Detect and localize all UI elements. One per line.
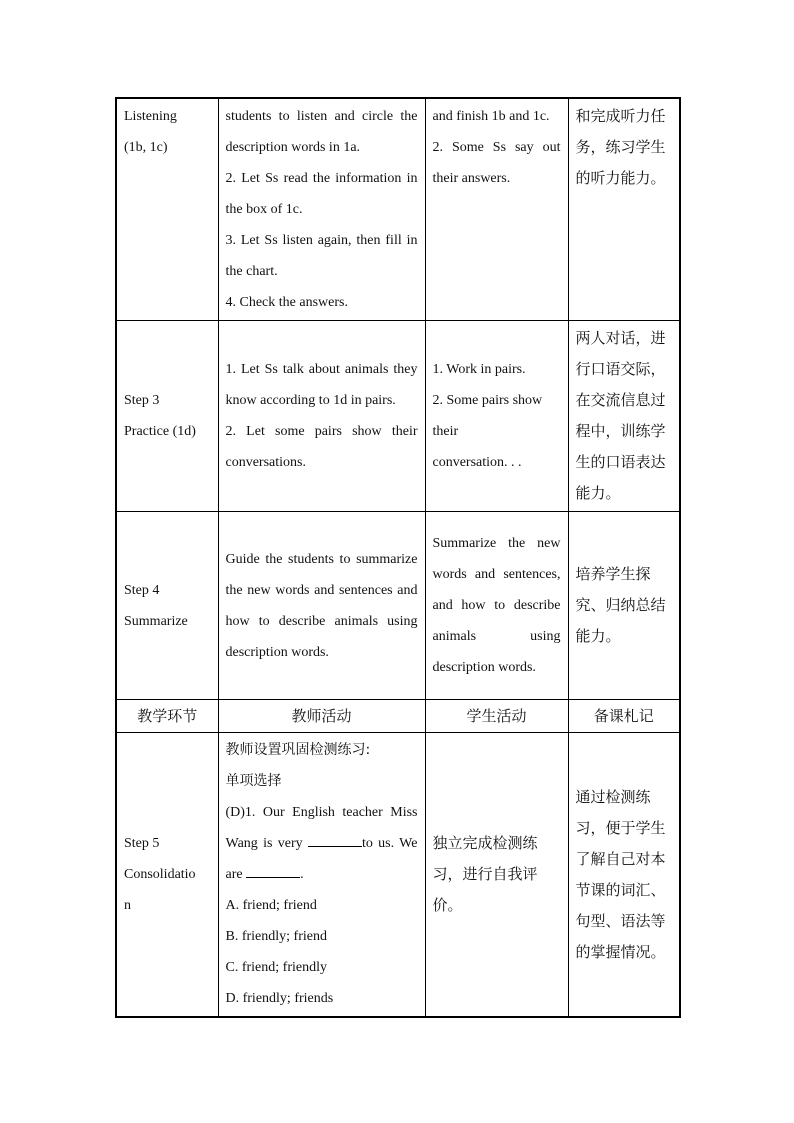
- answer-blank: [308, 832, 362, 847]
- header-stage: 教学环节: [116, 700, 218, 733]
- teacher-activity-line: 2. Let some pairs show their conversations.: [225, 424, 418, 470]
- student-activity-cell: [425, 321, 568, 512]
- table-header-row: [116, 700, 680, 733]
- student-activity-line: 2. Some Ss say out their answers.: [432, 140, 561, 186]
- option-b: B. friendly; friend: [225, 929, 327, 944]
- header-student-activity: 学生活动: [425, 700, 568, 733]
- header-notes: 备课札记: [568, 700, 680, 733]
- student-activity-cell: 独立完成检测练习，进行自我评价。: [425, 733, 568, 1018]
- student-activity-line: conversation. . .: [432, 455, 522, 470]
- student-activity-cell: [425, 98, 568, 321]
- question-end: .: [300, 867, 304, 882]
- student-activity-cell: Summarize the new words and sentences, and how to describe animals using description words.: [425, 512, 568, 700]
- student-activity-line: 2. Some pairs show their: [432, 393, 543, 439]
- step-subtitle: Practice (1d): [124, 424, 196, 439]
- step-subtitle: Summarize: [124, 613, 188, 629]
- lesson-plan-table: [115, 97, 681, 1018]
- teacher-activity-line: 1. Let Ss talk about animals they know according to 1d in pairs.: [225, 362, 418, 408]
- step-cell-summarize: [116, 512, 218, 700]
- table-row-practice: [116, 321, 680, 512]
- option-c: C. friend; friendly: [225, 960, 327, 975]
- table-row-consolidation: [116, 733, 680, 1018]
- teacher-activity-cell: [218, 321, 425, 512]
- step-cell-listening: [116, 98, 218, 321]
- notes-cell: 两人对话，进行口语交际，在交流信息过程中，训练学生的口语表达能力。: [568, 321, 680, 512]
- teacher-activity-cell: Guide the students to summarize the new words and sentences and how to describe animals using description words.: [218, 512, 425, 700]
- student-activity-line: and finish 1b and 1c.: [432, 109, 550, 124]
- option-d: D. friendly; friends: [225, 991, 334, 1006]
- notes-cell: 和完成听力任务，练习学生的听力能力。: [568, 98, 680, 321]
- header-teacher-activity: 教师活动: [218, 700, 425, 733]
- step-name: Step 5: [124, 836, 160, 851]
- step-subtitle: (1b, 1c): [124, 140, 168, 155]
- exercise-intro: 教师设置巩固检测练习:: [225, 742, 371, 758]
- step-name: Step 4: [124, 582, 160, 598]
- step-subtitle: Consolidatio: [124, 867, 196, 882]
- step-name: Step 3: [124, 393, 160, 408]
- teacher-activity-cell: [218, 733, 425, 1018]
- teacher-activity-line: 2. Let Ss read the information in the box of 1c.: [225, 171, 418, 217]
- step-cell-practice: [116, 321, 218, 512]
- teacher-activity-line: 3. Let Ss listen again, then fill in the chart.: [225, 233, 418, 279]
- step-subtitle-wrap: n: [124, 898, 131, 913]
- teacher-activity-line: students to listen and circle the description words in 1a.: [225, 109, 418, 155]
- step-name: Listening: [124, 109, 177, 124]
- option-a: A. friend; friend: [225, 898, 317, 913]
- teacher-activity-line: 4. Check the answers.: [225, 295, 348, 310]
- table-row-listening: [116, 98, 680, 321]
- question-text-part2: to us. We are: [225, 836, 418, 882]
- student-activity-line: 1. Work in pairs.: [432, 362, 526, 377]
- notes-cell: 培养学生探究、归纳总结能力。: [568, 512, 680, 700]
- notes-cell: 通过检测练习，便于学生了解自己对本节课的词汇、句型、语法等的掌握情况。: [568, 733, 680, 1018]
- answer-blank: [246, 863, 300, 878]
- teacher-activity-cell: [218, 98, 425, 321]
- exercise-question: [226, 797, 418, 890]
- exercise-section-title: 单项选择: [225, 773, 282, 789]
- step-cell-consolidation: [116, 733, 218, 1018]
- question-text-part1: (D)1. Our English teacher Miss Wang is very: [225, 805, 418, 851]
- table-row-summarize: [116, 512, 680, 700]
